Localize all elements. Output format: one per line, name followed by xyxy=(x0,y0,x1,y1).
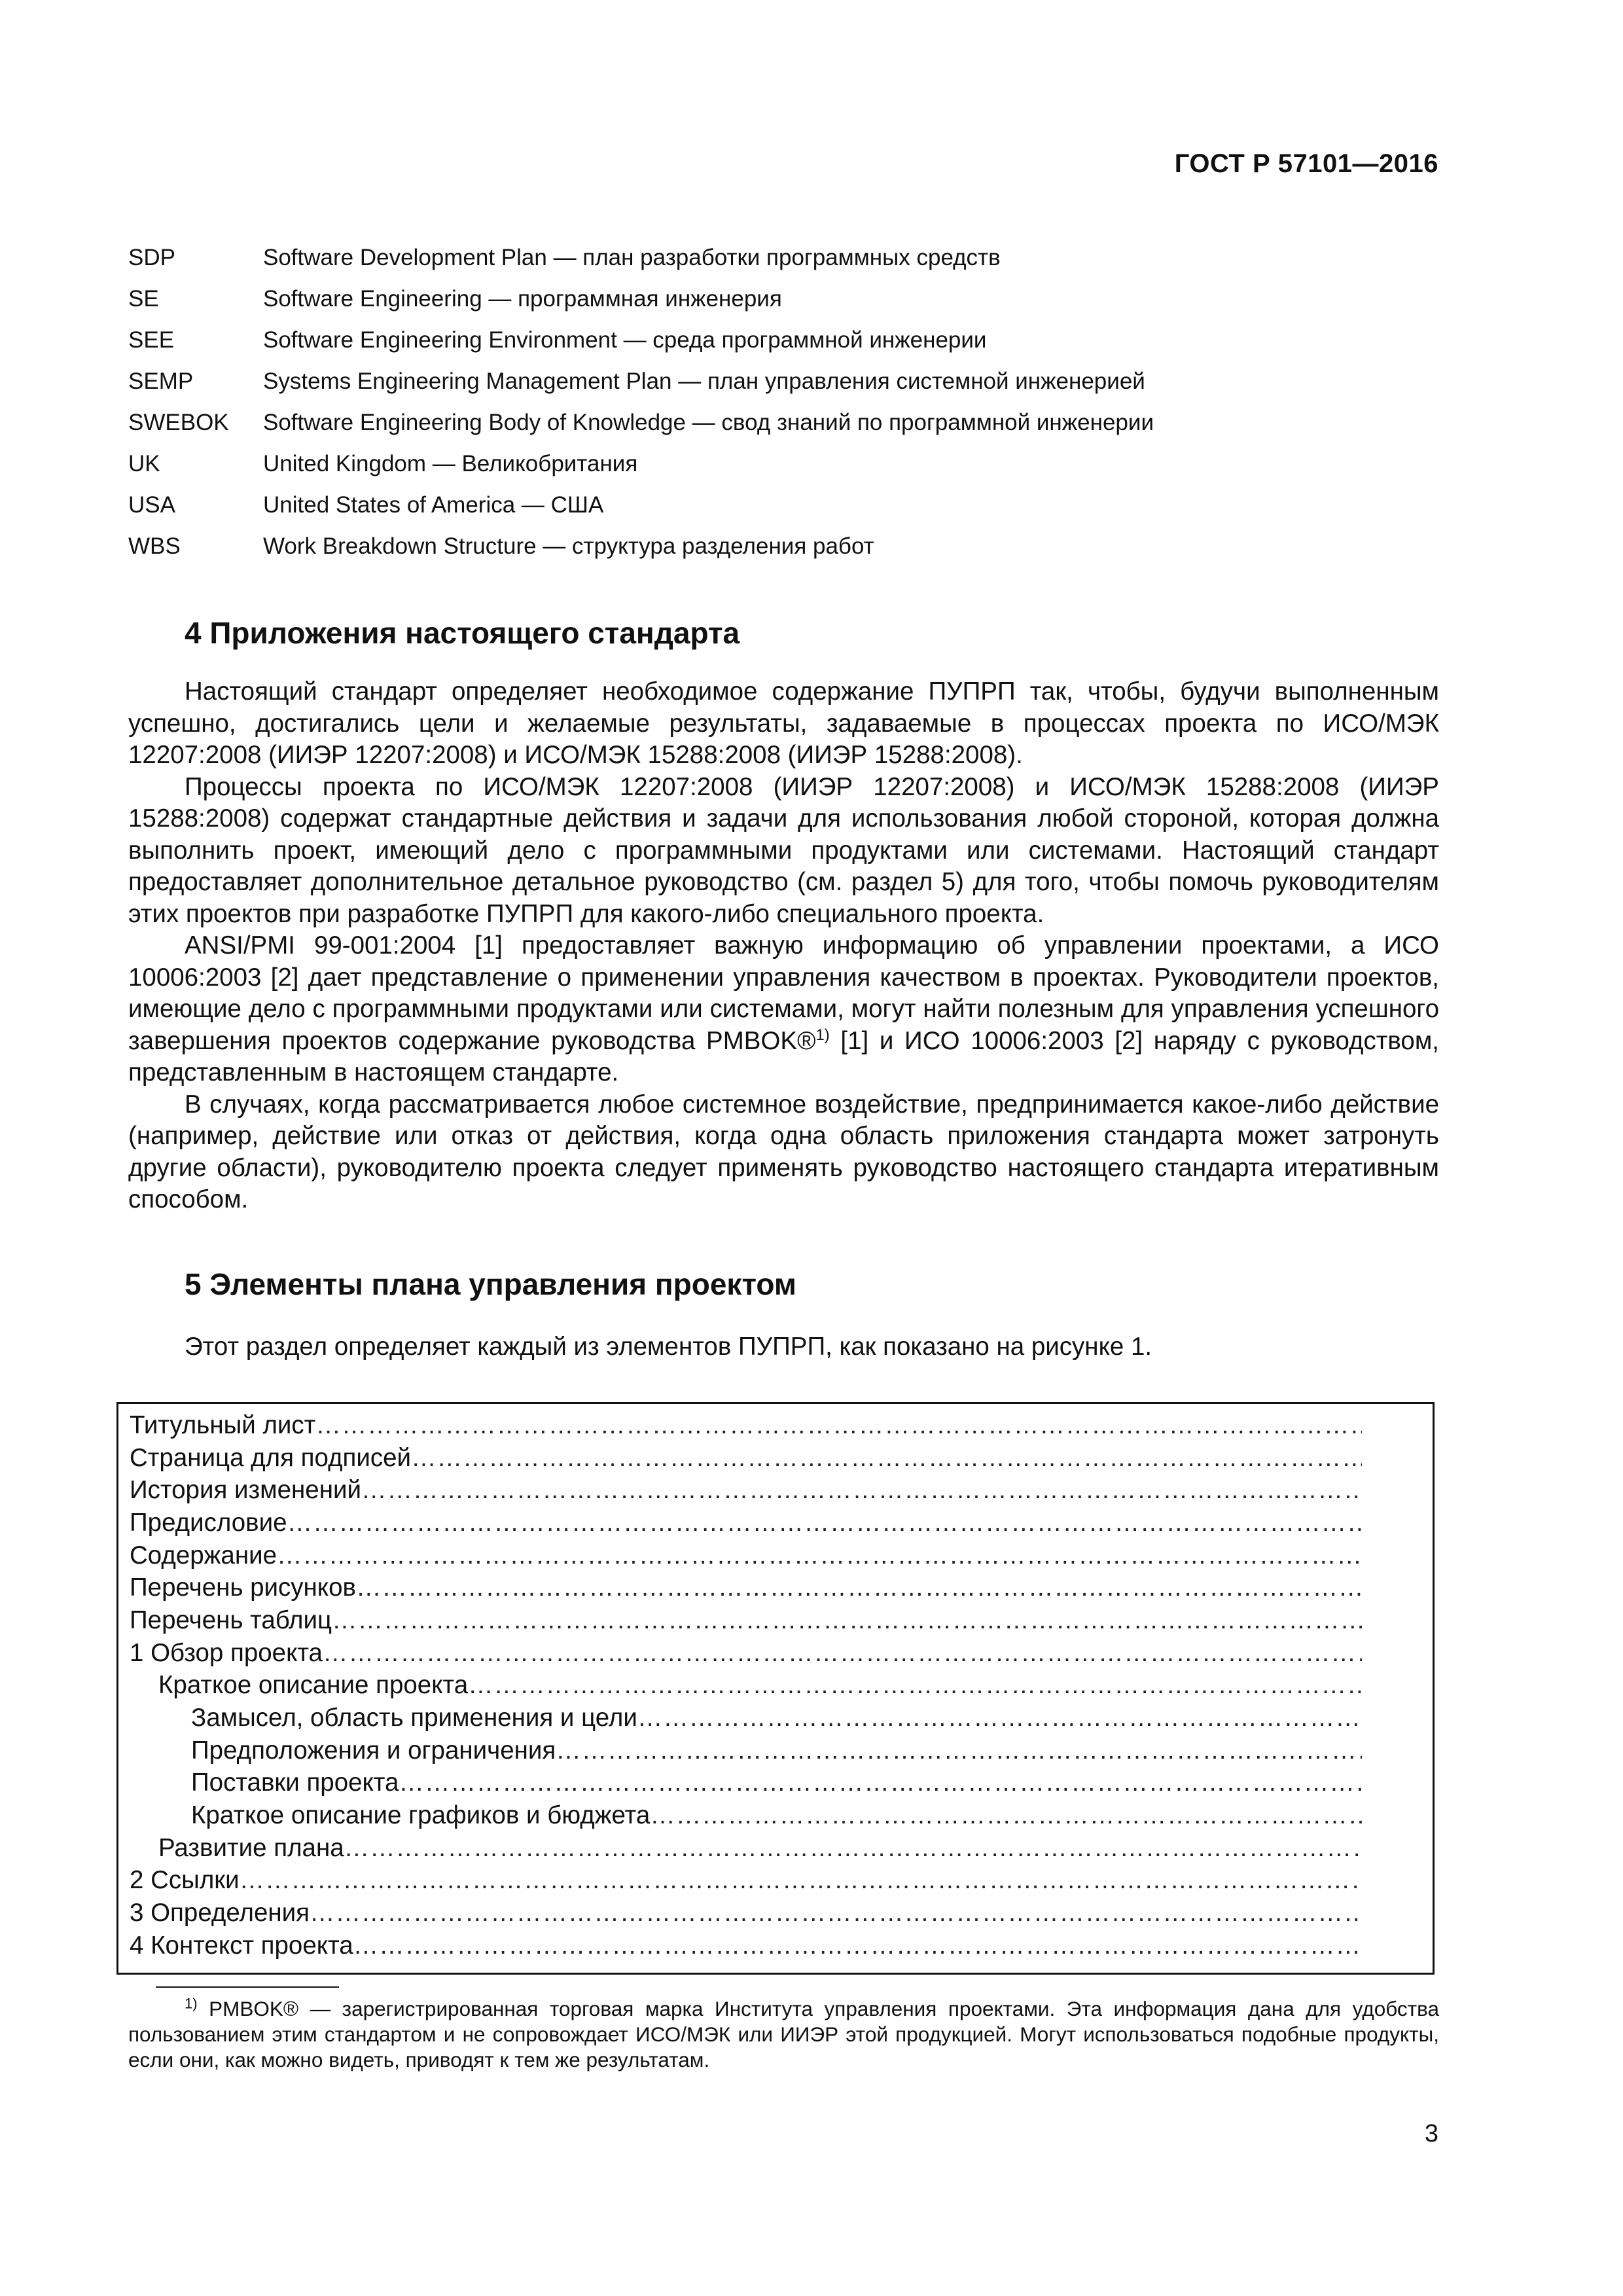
abbreviation-row xyxy=(128,319,1372,361)
toc-entry-label: Замысел, область применения и цели xyxy=(191,1704,637,1732)
abbreviation-code: SWEBOK xyxy=(128,409,229,435)
toc-entry xyxy=(130,1637,1362,1670)
dot-leader xyxy=(361,1476,1362,1505)
figure-1-plan-outline xyxy=(116,1402,1435,1975)
toc-subsubentry xyxy=(130,1734,1362,1767)
toc-entry-label: Содержание xyxy=(130,1541,277,1570)
toc-entry xyxy=(130,1929,1362,1962)
footnote-marker: 1) xyxy=(185,1995,198,2012)
abbreviation-definition: Software Engineering Environment — среда программной инженерии xyxy=(263,327,987,353)
dot-leader xyxy=(556,1736,1362,1765)
section-5-heading: 5 Элементы плана управления проектом xyxy=(185,1267,796,1301)
toc-entry xyxy=(130,1442,1362,1475)
abbreviation-row xyxy=(128,443,1372,484)
dot-leader xyxy=(356,1573,1362,1602)
toc-entry xyxy=(130,1865,1362,1897)
abbreviation-code: USA xyxy=(128,492,175,518)
toc-entry-label: Развитие плана xyxy=(158,1833,344,1862)
section-5-intro: Этот раздел определяет каждый из элементов ПУПРП, как показано на рисунке 1. xyxy=(185,1333,1152,1361)
dot-leader xyxy=(468,1671,1362,1700)
toc-entry-label: Перечень рисунков xyxy=(130,1573,356,1602)
footnote-divider xyxy=(156,1986,339,1988)
abbreviation-row xyxy=(128,361,1372,402)
toc-entry-label: Титульный лист xyxy=(130,1410,316,1439)
paragraph-3-text-start: ANSI/PMI 99-001:2004 [1] предоставляет важную информацию об управлении проектами, а ИСО 10006:2003 [2] дает представление о применении управления качеством в проектах. Руководители проектов, имеющие дело с программными продуктами или системами, могут найти полезным для управления успешного завершения проектов содержание руководства PMBOK® xyxy=(128,931,1439,1055)
toc-subentry xyxy=(130,1832,1362,1865)
dot-leader xyxy=(287,1509,1362,1537)
abbreviation-code: WBS xyxy=(128,533,181,559)
dot-leader xyxy=(650,1801,1362,1830)
footnote-reference[interactable]: 1) xyxy=(815,1026,830,1044)
toc-entry xyxy=(130,1604,1362,1637)
toc-entry xyxy=(130,1409,1362,1442)
abbreviation-code: SDP xyxy=(128,244,175,270)
toc-entry-label: 1 Обзор проекта xyxy=(130,1638,323,1667)
toc-subentry xyxy=(130,1670,1362,1702)
toc-subsubentry xyxy=(130,1767,1362,1800)
footnote-body: PMBOK® — зарегистрированная торговая марка Института управления проектами. Эта информация дана для удобства пользованием этим стандартом и не сопровождает ИСО/МЭК или ИИЭР этой продукцией. Могут использоваться подобные продукты, если они, как можно видеть, приводят к тем же результатам. xyxy=(128,1997,1439,2072)
page-number: 3 xyxy=(1424,2120,1438,2147)
abbreviation-definition: Software Engineering Body of Knowledge — свод знаний по программной инженерии xyxy=(263,409,1154,435)
section-4-heading: 4 Приложения настоящего стандарта xyxy=(185,616,740,650)
dot-leader xyxy=(353,1931,1362,1960)
abbreviation-definition: United Kingdom — Великобритания xyxy=(263,450,638,476)
toc-entry-label: 4 Контекст проекта xyxy=(130,1931,353,1960)
abbreviation-definition: Systems Engineering Management Plan — план управления системной инженерией xyxy=(263,368,1145,394)
abbreviation-row xyxy=(128,237,1372,278)
paragraph-3-text-end: [1] и ИСО 10006:2003 [2] наряду с руководством, представленным в настоящем стандарте. xyxy=(128,1026,1439,1086)
standard-code-header: ГОСТ Р 57101—2016 xyxy=(1174,149,1438,178)
abbreviation-row xyxy=(128,484,1372,526)
dot-leader xyxy=(310,1899,1362,1928)
footnote xyxy=(128,1996,1439,2073)
dot-leader xyxy=(315,1411,1362,1440)
dot-leader xyxy=(277,1541,1362,1570)
toc-entry xyxy=(130,1507,1362,1539)
abbreviation-code: UK xyxy=(128,450,160,476)
dot-leader xyxy=(344,1834,1362,1863)
abbreviation-definition: United States of America — США xyxy=(263,492,604,518)
section-4-paragraph-2: Процессы проекта по ИСО/МЭК 12207:2008 (ИИЭР 12207:2008) и ИСО/МЭК 15288:2008 (ИИЭР 15288:2008) содержат стандартные действия и задачи для использования любой стороной, которая должна выполнить проект, имеющий дело с программными продуктами или системами. Настоящий стандарт предоставляет дополнительное детальное руководство (см. раздел 5) для того, чтобы помочь руководителям этих проектов при разработке ПУПРП для какого-либо специального проекта. xyxy=(128,772,1439,928)
toc-entry-label: Предисловие xyxy=(130,1508,287,1537)
toc-entry-label: Краткое описание проекта xyxy=(158,1671,469,1700)
footnote-text xyxy=(128,1996,1439,2073)
abbreviation-code: SEMP xyxy=(128,368,194,394)
abbreviation-row xyxy=(128,278,1372,319)
section-4-paragraph-4: В случаях, когда рассматривается любое системное воздействие, предпринимается какое-либо действие (например, действие или отказ от действия, когда одна область приложения стандарта может затронуть другие области), руководителю проекта следует применять руководство настоящего стандарта итеративным способом. xyxy=(128,1090,1439,1213)
toc-entry-label: 2 Ссылки xyxy=(130,1866,240,1895)
toc-entry-label: История изменений xyxy=(130,1476,361,1505)
abbreviation-code: SEE xyxy=(128,327,175,353)
abbreviation-row xyxy=(128,402,1372,443)
toc-entry-label: 3 Определения xyxy=(130,1899,310,1928)
section-4-paragraph-3 xyxy=(128,930,1439,1089)
dot-leader xyxy=(323,1639,1362,1668)
toc-entry xyxy=(130,1897,1362,1929)
toc-entry xyxy=(130,1474,1362,1507)
abbreviation-definition: Work Breakdown Structure — структура разделения работ xyxy=(263,533,874,559)
dot-leader xyxy=(411,1444,1362,1473)
toc-entry-label: Поставки проекта xyxy=(191,1768,399,1797)
dot-leader xyxy=(399,1768,1362,1797)
toc-entry-label: Страница для подписей xyxy=(130,1443,412,1472)
toc-entry-label: Краткое описание графиков и бюджета xyxy=(191,1801,651,1830)
toc-entry-label: Перечень таблиц xyxy=(130,1605,332,1634)
dot-leader xyxy=(637,1704,1362,1732)
abbreviation-row xyxy=(128,526,1372,567)
toc-subsubentry xyxy=(130,1702,1362,1734)
toc-subsubentry xyxy=(130,1799,1362,1832)
section-4-body xyxy=(128,676,1439,1216)
dot-leader xyxy=(332,1606,1362,1635)
section-4-paragraph-1: Настоящий стандарт определяет необходимое содержание ПУПРП так, чтобы, будучи выполненным успешно, достигались цели и желаемые результаты, задаваемые в процессах проекта по ИСО/МЭК 12207:2008 (ИИЭР 12207:2008) и ИСО/МЭК 15288:2008 (ИИЭР 15288:2008). xyxy=(128,677,1439,769)
toc-entry-label: Предположения и ограничения xyxy=(191,1736,556,1765)
abbreviation-code: SE xyxy=(128,285,159,312)
toc-entry xyxy=(130,1539,1362,1572)
toc-entry xyxy=(130,1571,1362,1604)
abbreviation-list xyxy=(128,237,1372,567)
abbreviation-definition: Software Engineering — программная инженерия xyxy=(263,285,782,312)
dot-leader xyxy=(240,1866,1362,1895)
abbreviation-definition: Software Development Plan — план разработки программных средств xyxy=(263,244,1001,270)
